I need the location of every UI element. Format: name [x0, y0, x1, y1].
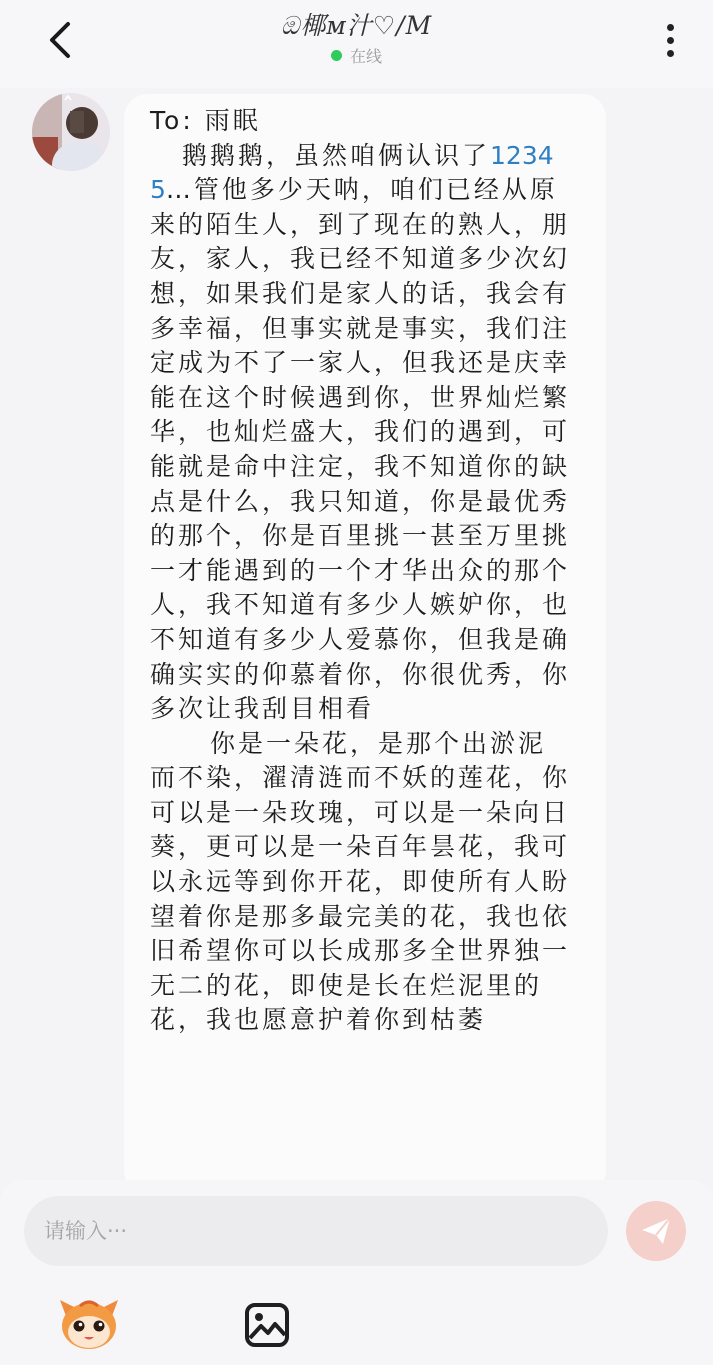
more-options-button[interactable] — [655, 16, 685, 64]
phone-number-link[interactable]: 12345 — [150, 140, 554, 205]
chat-header — [0, 0, 713, 88]
send-button[interactable] — [626, 1201, 686, 1261]
message-text[interactable] — [150, 104, 570, 1038]
emoji-button[interactable] — [58, 1294, 120, 1352]
send-icon — [639, 1214, 673, 1248]
message-paragraph-2: 你是一朵花，是那个出淤泥而不染，濯清涟而不妖的莲花，你可以是一朵玫瑰，可以是一朵向日葵，更可以是一朵百年昙花，我可以永远等到你开花，即使所有人盼望着你是那多最完美的花，我也依旧希望你可以长成那多全世界独一无二的花，即使是长在烂泥里的花，我也愿意护着你到枯萎 — [150, 728, 571, 1035]
message-paragraph-1 — [150, 139, 570, 727]
contact-name: ඔ椰ᴍ汁♡/M — [280, 11, 433, 40]
paragraph-1-rest: …管他多少天呐，咱们已经从原来的陌生人，到了现在的熟人，朋友，家人，我已经不知道多少次幻想，如果我们是家人的话，我会有多幸福，但事实就是事实，我们注定成为不了一家人，但我还是庆幸能在这个时候遇到你，世界灿烂繁华，也灿烂盛大，我们的遇到，可能就是命中注定，我不知道你的缺点是什么，我只知道，你是最优秀的那个，你是百里挑一甚至万里挑一才能遇到的一个才华出众的那个人，我不知道有多少人嫉妒你，也不知道有多少人爱慕你，但我是确确实实的仰慕着你，你很优秀，你多次让我刮目相看 — [150, 175, 571, 724]
online-dot-icon — [331, 50, 342, 61]
image-button[interactable] — [244, 1302, 290, 1348]
paragraph-1-start: 鹅鹅鹅，虽然咱俩认识了 — [182, 140, 491, 170]
online-status-text: 在线 — [349, 47, 382, 66]
image-icon — [244, 1302, 290, 1348]
online-status — [0, 44, 713, 67]
more-dot — [667, 50, 674, 57]
more-dot — [667, 37, 674, 44]
chat-title-block — [0, 10, 713, 67]
more-dot — [667, 24, 674, 31]
mascot-emoji-icon — [58, 1294, 120, 1352]
message-input[interactable]: 请输入··· — [24, 1196, 608, 1266]
sender-avatar[interactable] — [32, 93, 110, 171]
message-recipient-line: To: 雨眠 — [150, 106, 261, 135]
